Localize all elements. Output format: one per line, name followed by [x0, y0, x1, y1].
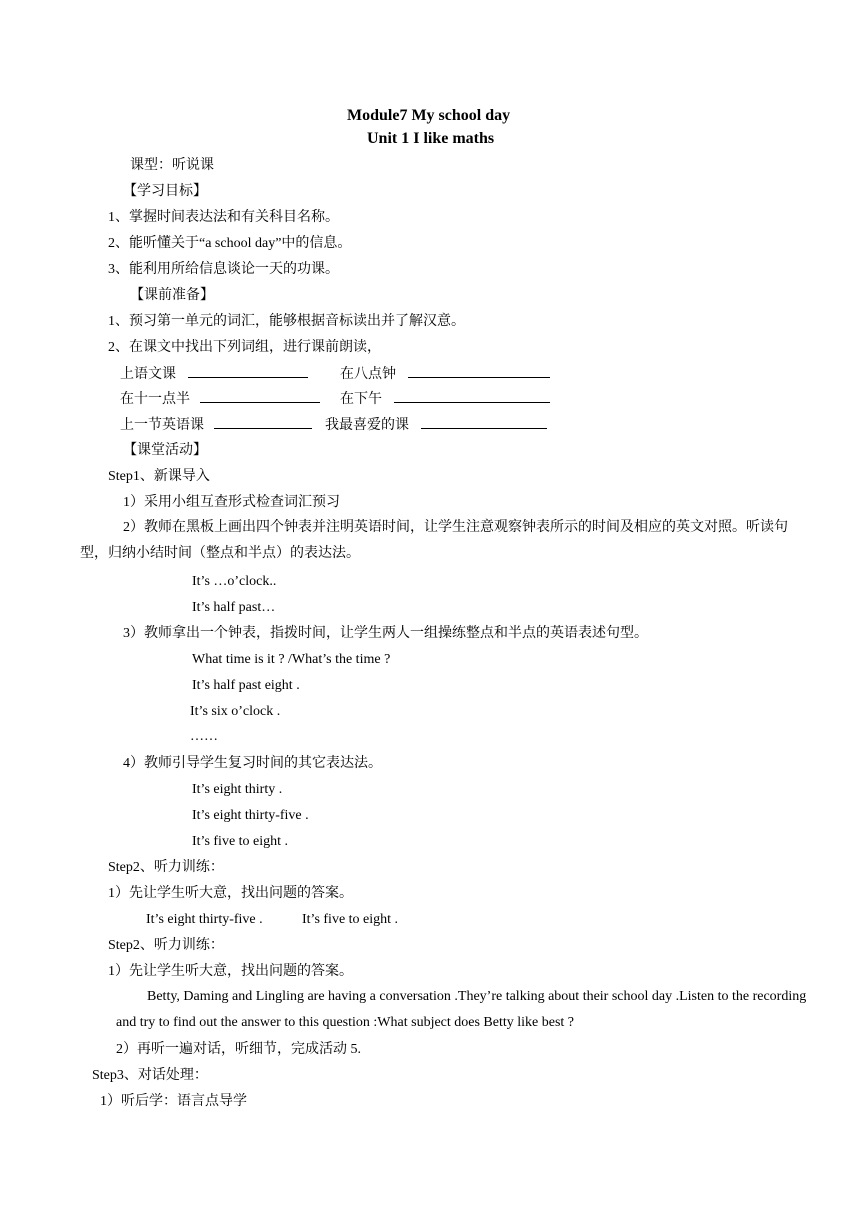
- answer-blank[interactable]: [408, 365, 550, 378]
- phrase-row: [325, 416, 547, 435]
- phrase-row: [120, 416, 312, 435]
- example-sentence: It’s five to eight .: [302, 912, 399, 927]
- step-item: 2）再听一遍对话，听细节，完成活动 5.: [116, 1042, 361, 1057]
- goal-item: 1、掌握时间表达法和有关科目名称。: [108, 210, 339, 225]
- example-sentence: It’s six o’clock .: [190, 704, 281, 719]
- module-title: Module7 My school day: [347, 107, 511, 124]
- phrase-label: 在下午: [340, 392, 382, 407]
- example-sentence: It’s eight thirty .: [192, 782, 283, 797]
- answer-blank[interactable]: [188, 365, 308, 378]
- phrase-label: 在十一点半: [120, 392, 190, 407]
- phrase-row: [120, 365, 308, 384]
- answer-blank[interactable]: [421, 416, 547, 429]
- phrase-label: 上一节英语课: [120, 418, 204, 433]
- phrase-label: 在八点钟: [340, 367, 396, 382]
- step-item: 1）先让学生听大意，找出问题的答案。: [108, 886, 353, 901]
- step-heading: Step1、新课导入: [108, 469, 210, 484]
- goal-item: 2、能听懂关于“a school day”中的信息。: [108, 236, 352, 251]
- prep-item: 1、预习第一单元的词汇，能够根据音标读出并了解汉意。: [108, 314, 465, 329]
- unit-title: Unit 1 I like maths: [367, 130, 495, 147]
- answer-blank[interactable]: [214, 416, 312, 429]
- step-item: 4）教师引导学生复习时间的其它表达法。: [123, 756, 382, 771]
- prep-item: 2、在课文中找出下列词组，进行课前朗读，: [108, 340, 381, 355]
- phrase-row: [340, 365, 550, 384]
- example-sentence: It’s eight thirty-five .: [192, 808, 309, 823]
- phrase-row: [340, 390, 550, 409]
- step-heading: Step2、听力训练：: [108, 860, 224, 875]
- answer-blank[interactable]: [394, 390, 550, 403]
- step-item: 1）采用小组互查形式检查词汇预习: [123, 495, 340, 510]
- phrase-label: 我最喜爱的课: [325, 418, 409, 433]
- example-sentence: What time is it ? /What’s the time ?: [192, 652, 391, 667]
- step-heading: Step3、对话处理：: [92, 1068, 208, 1083]
- step-paragraph: 2）教师在黑板上画出四个钟表并注明英语时间，让学生注意观察钟表所示的时间及相应的英文对照。听读句型，归纳小结时间（整点和半点）的表达法。: [80, 520, 788, 561]
- goals-heading: 【学习目标】: [123, 184, 207, 199]
- phrase-row: [120, 390, 320, 409]
- prep-heading: 【课前准备】: [130, 288, 214, 303]
- step-item: 1）听后学：语言点导学: [100, 1094, 247, 1109]
- example-sentence: It’s eight thirty-five .: [146, 912, 263, 927]
- step-item: 1）先让学生听大意，找出问题的答案。: [108, 964, 353, 979]
- listening-paragraph: Betty, Daming and Lingling are having a conversation .They’re talking about their school day .Listen to the recording and try to find out the answer to this question :What subject does Betty like best ?: [116, 989, 807, 1030]
- step-item: 3）教师拿出一个钟表，指拨时间，让学生两人一组操练整点和半点的英语表述句型。: [123, 626, 648, 641]
- goal-item: 3、能利用所给信息谈论一天的功课。: [108, 262, 339, 277]
- activities-heading: 【课堂活动】: [123, 443, 207, 458]
- example-sentence: It’s five to eight .: [192, 834, 289, 849]
- example-sentence: It’s …o’clock..: [192, 574, 277, 589]
- phrase-label: 上语文课: [120, 367, 176, 382]
- step-heading: Step2、听力训练：: [108, 938, 224, 953]
- example-sentence: It’s half past eight .: [192, 678, 300, 693]
- example-sentence: It’s half past…: [192, 600, 276, 615]
- answer-blank[interactable]: [200, 390, 320, 403]
- ellipsis: ……: [190, 729, 218, 744]
- course-type: 课型：听说课: [130, 158, 214, 173]
